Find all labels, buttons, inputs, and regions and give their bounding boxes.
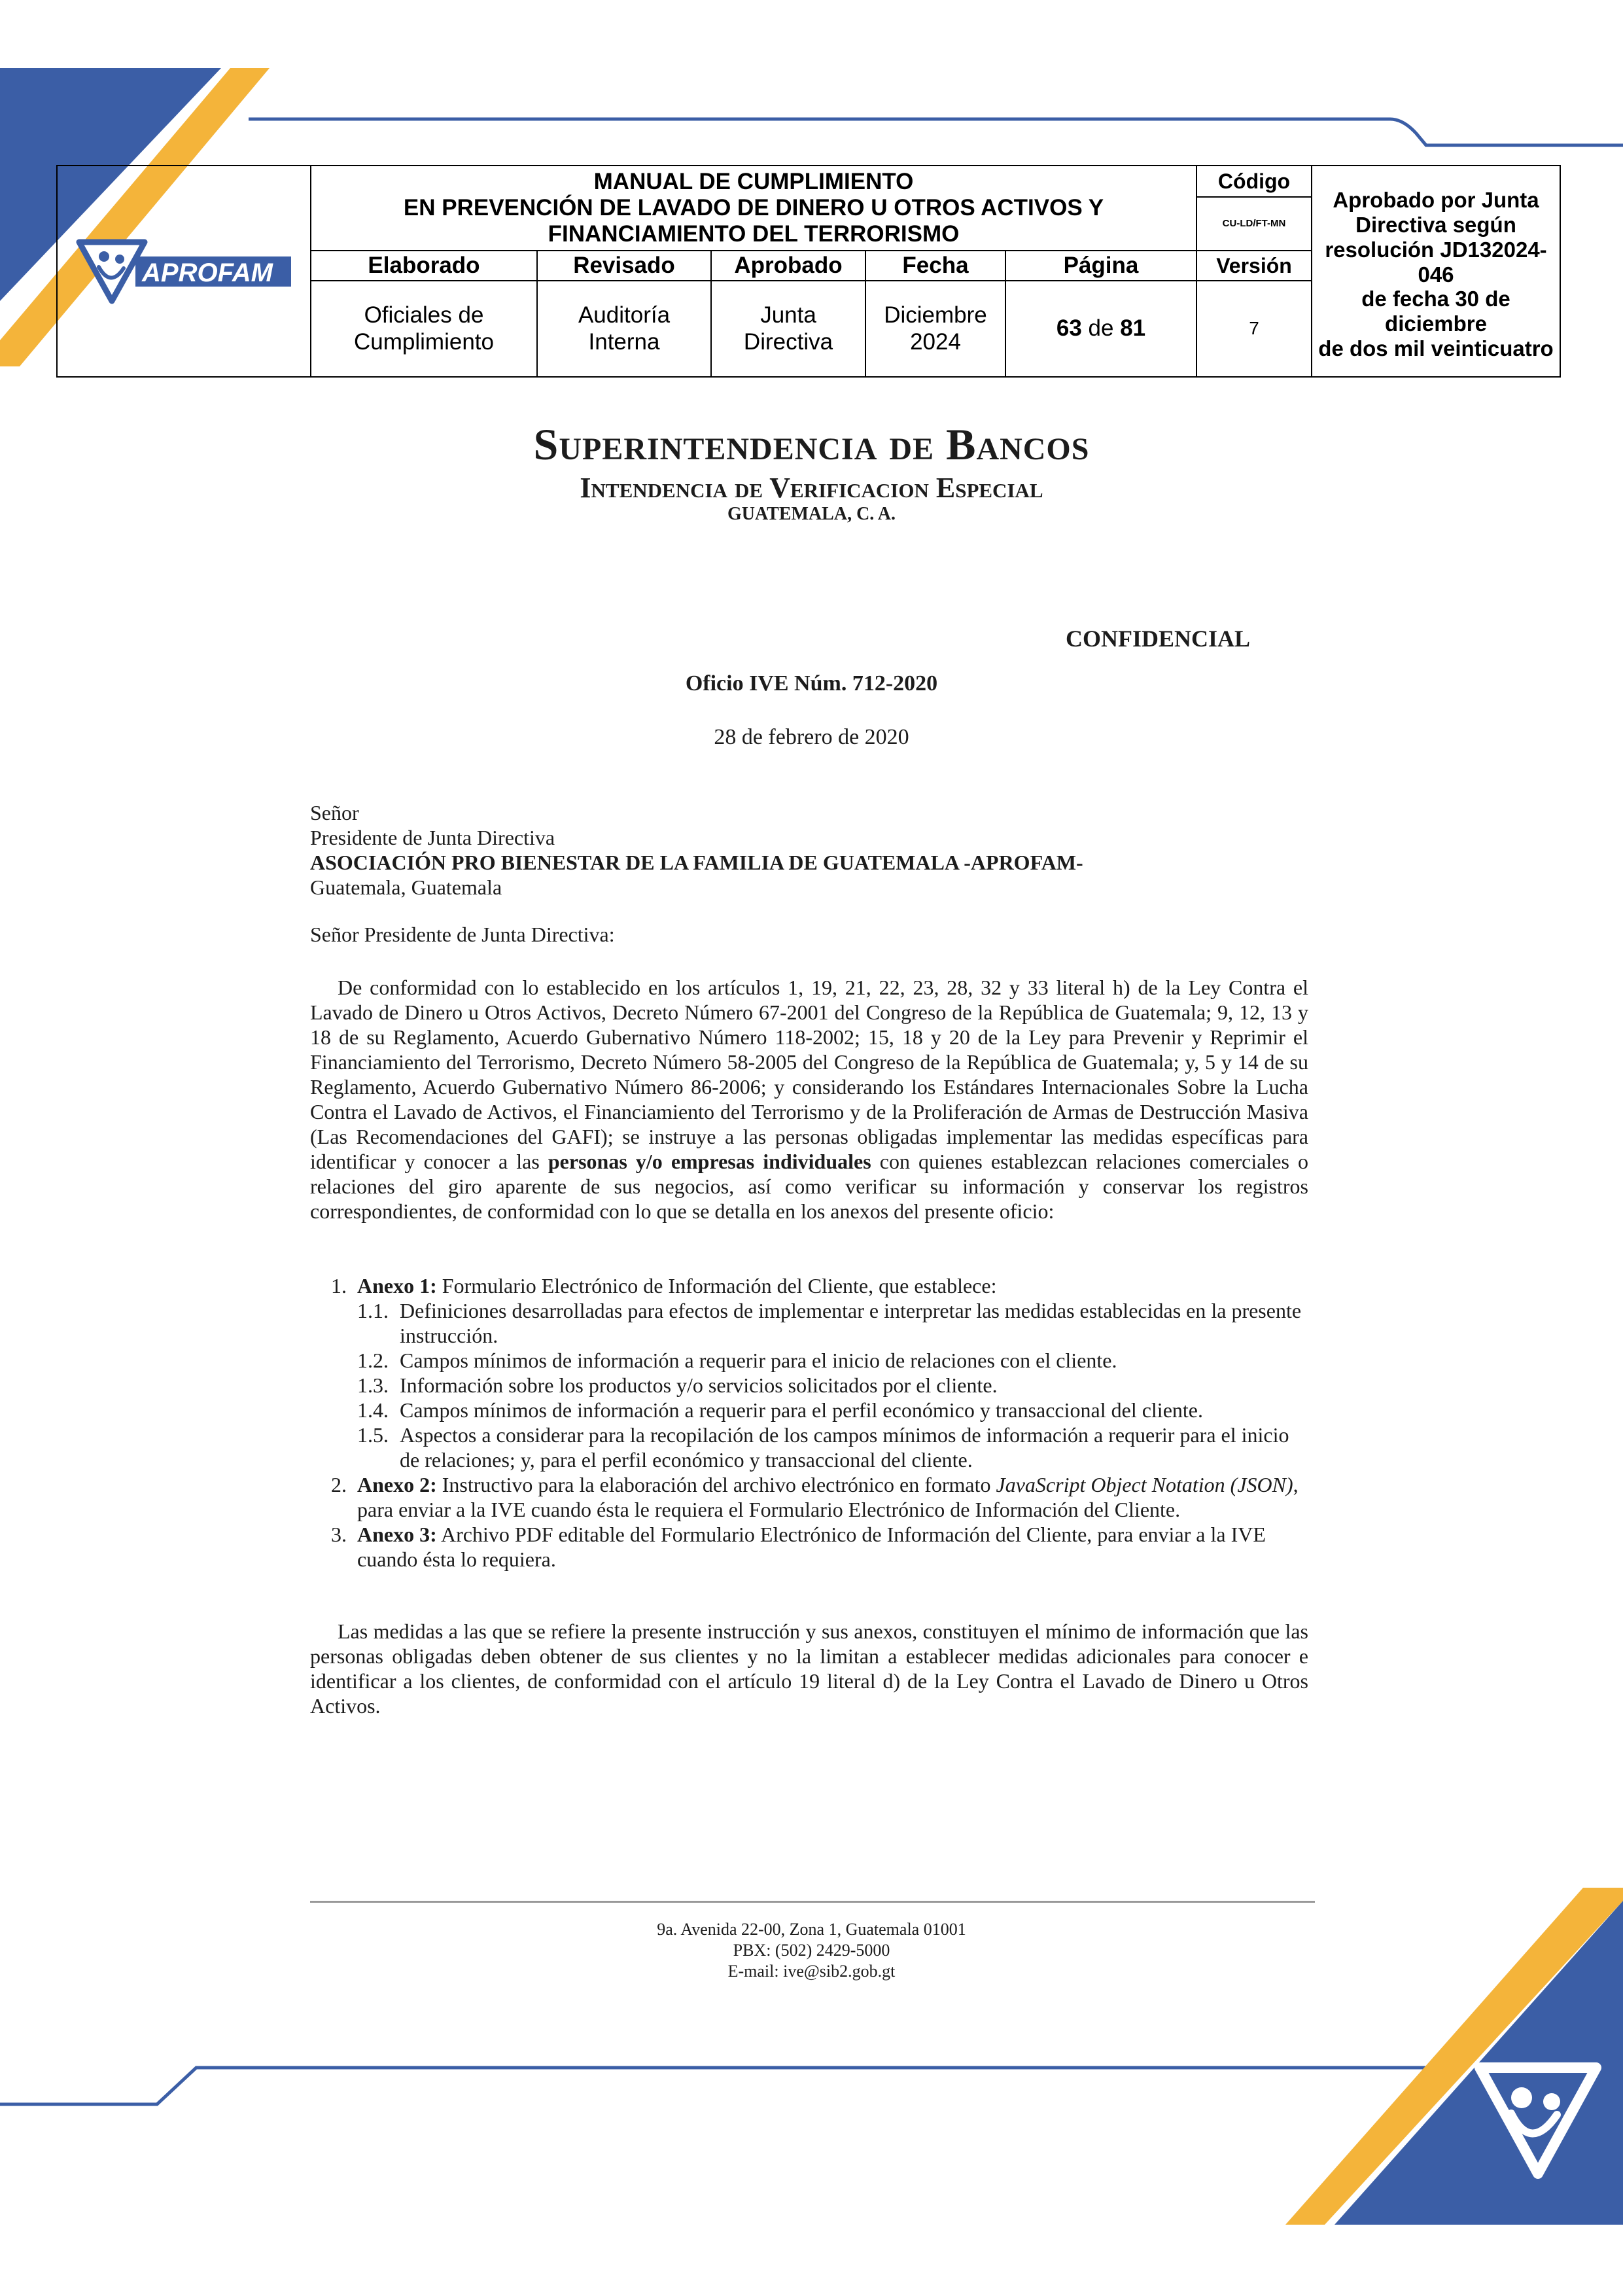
value-revisado — [536, 280, 710, 376]
list-item-3-text: Archivo PDF editable del Formulario Electrónico de Información del Cliente, para enviar a la IVE cuando ésta lo requiera. — [357, 1523, 1266, 1571]
addressee-line-3: ASOCIACIÓN PRO BIENESTAR DE LA FAMILIA DE GUATEMALA -APROFAM- — [310, 851, 1083, 874]
list-item-2-italic: JavaScript Object Notation (JSON) — [996, 1473, 1293, 1496]
list-item-3-number: 3. — [331, 1523, 347, 1546]
logo-text: APROFAM — [142, 258, 273, 287]
subitem-text: Campos mínimos de información a requerir para el inicio de relaciones con el cliente. — [400, 1349, 1117, 1372]
org-subtitle: Intendencia de Verificacion Especial — [580, 472, 1043, 504]
value-pagina — [1005, 280, 1196, 376]
list-subitem — [357, 1373, 1308, 1398]
title-line-1: MANUAL DE CUMPLIMIENTO — [593, 168, 914, 194]
addressee-line-4: Guatemala, Guatemala — [310, 875, 502, 899]
value-revisado-line2: Interna — [588, 328, 660, 355]
letter-date: 28 de febrero de 2020 — [714, 725, 909, 749]
footer-line-2: PBX: (502) 2429-5000 — [733, 1941, 890, 1960]
subitem-number: 1.1. — [357, 1299, 389, 1322]
subitem-text: Aspectos a considerar para la recopilación de los campos mínimos de información a requerir para el inicio de relaciones; y, para el perfil económico y transaccional del cliente. — [400, 1423, 1289, 1472]
approval-note — [1311, 166, 1560, 376]
footer-line-3: E-mail: ive@sib2.gob.gt — [727, 1962, 896, 1981]
codigo-label: Código — [1196, 166, 1311, 196]
codigo-value: CU-LD/FT-MN — [1196, 196, 1311, 250]
paragraph-2: Las medidas a las que se refiere la presente instrucción y sus anexos, constituyen el mínimo de información que las personas obligadas deben obtener de sus clientes y no la limitan a establecer medidas adicionales para conocer e identificar a los clientes, de conformidad con el artículo 19 literal d) de la Ley Contra el Lavado de Dinero u Otros Activos. — [310, 1619, 1308, 1718]
list-item-1-number: 1. — [331, 1274, 347, 1298]
subitem-text: Definiciones desarrolladas para efectos de implementar e interpretar las medidas establecidas en la presente instrucción. — [400, 1299, 1302, 1347]
subitem-number: 1.5. — [357, 1423, 389, 1447]
list-subitem — [357, 1398, 1308, 1422]
page-total: 81 — [1120, 315, 1146, 342]
approval-line-3: resolución JD132024-046 — [1325, 237, 1547, 287]
paragraph-1-bold: personas y/o empresas individuales — [548, 1150, 871, 1173]
page-of: de — [1088, 315, 1114, 342]
footer-address — [0, 1919, 1623, 1982]
value-fecha-line2: 2024 — [910, 328, 961, 355]
org-city: GUATEMALA, C. A. — [727, 504, 896, 524]
paragraph-1-text-a: De conformidad con lo establecido en los artículos 1, 19, 21, 22, 23, 28, 32 y 33 literal h) de la Ley Contra el Lavado de Dinero u Otros Activos, Decreto Número 67-2001 del Congreso de la República de Guatemala; 9, 12, 13 y 18 de su Reglamento, Acuerdo Gubernativo Número 118-2002; 15, 18 y 20 de la Ley para Prevenir y Reprimir el Financiamiento del Terrorismo, Decreto Número 58-2005 del Congreso de la República de Guatemala; y, 5 y 14 de su Reglamento, Acuerdo Gubernativo Número 86-2006; y considerando los Estándares Internacionales Sobre la Lucha Contra el Lavado de Activos, el Financiamiento del Terrorismo y de la Proliferación de Armas de Destrucción Masiva (Las Recomendaciones del GAFI); se instruye a las personas obligadas implementar las medidas específicas para identificar y conocer a las — [310, 976, 1308, 1173]
subitem-text: Campos mínimos de información a requerir para el perfil económico y transaccional del cliente. — [400, 1398, 1203, 1422]
value-aprobado — [710, 280, 865, 376]
value-aprobado-line1: Junta — [760, 302, 816, 328]
col-aprobado: Aprobado — [710, 250, 865, 280]
value-elaborado — [310, 280, 536, 376]
subitem-number: 1.4. — [357, 1398, 389, 1422]
paragraph-1 — [310, 975, 1308, 1224]
col-revisado: Revisado — [536, 250, 710, 280]
col-elaborado: Elaborado — [310, 250, 536, 280]
col-fecha: Fecha — [865, 250, 1005, 280]
list-item-2 — [331, 1472, 1308, 1522]
top-rule — [249, 119, 1623, 145]
list-item-2-text-b: , para enviar a la IVE cuando ésta le requiera el Formulario Electrónico de Información del Cliente. — [357, 1473, 1299, 1521]
oficio-number: Oficio IVE Núm. 712-2020 — [685, 671, 938, 696]
annex-list — [331, 1273, 1308, 1572]
logo-cell — [58, 166, 310, 376]
addressee-line-2: Presidente de Junta Directiva — [310, 826, 555, 849]
confidential-label: CONFIDENCIAL — [1065, 626, 1250, 652]
salutation: Señor Presidente de Junta Directiva: — [310, 923, 615, 946]
subitem-text: Información sobre los productos y/o servicios solicitados por el cliente. — [400, 1373, 998, 1397]
list-subitem — [357, 1422, 1308, 1472]
value-revisado-line1: Auditoría — [578, 302, 671, 328]
version-value: 7 — [1196, 280, 1311, 376]
subitem-number: 1.2. — [357, 1349, 389, 1372]
list-item-3-label: Anexo 3: — [357, 1523, 437, 1546]
org-title: Superintendencia de Bancos — [533, 419, 1090, 469]
addressee-line-1: Señor — [310, 801, 359, 824]
list-item-1-label: Anexo 1: — [357, 1274, 437, 1298]
value-elaborado-line1: Oficiales de — [364, 302, 484, 328]
col-pagina: Página — [1005, 250, 1196, 280]
footer-divider — [310, 1901, 1315, 1903]
approval-line-1: Aprobado por Junta — [1333, 187, 1539, 212]
family-shield-icon — [79, 242, 145, 301]
list-item-3 — [331, 1522, 1308, 1572]
list-item-2-label: Anexo 2: — [357, 1473, 437, 1496]
approval-line-2: Directiva según — [1355, 212, 1516, 237]
approval-line-4: de fecha 30 de diciembre — [1361, 287, 1510, 336]
list-subitem — [357, 1348, 1308, 1373]
manual-title — [310, 166, 1196, 250]
aprofam-logo — [73, 229, 295, 314]
value-fecha — [865, 280, 1005, 376]
list-item-2-text-a: Instructivo para la elaboración del archivo electrónico en formato — [442, 1473, 991, 1496]
subitem-number: 1.3. — [357, 1373, 389, 1397]
footer-line-1: 9a. Avenida 22-00, Zona 1, Guatemala 01001 — [657, 1920, 966, 1939]
list-item-1-text: Formulario Electrónico de Información del Cliente, que establece: — [442, 1274, 997, 1298]
bottom-rule — [0, 2068, 1439, 2104]
title-line-3: FINANCIAMIENTO DEL TERRORISMO — [548, 221, 960, 247]
list-item-1 — [331, 1273, 1308, 1298]
paragraph-1-text-b: con quienes establezcan relaciones comerciales o relaciones del giro aparente de sus negocios, así como verificar su información y conservar los registros correspondientes, de conformidad con lo que se detalla en los anexos del presente oficio: — [310, 1150, 1309, 1223]
value-aprobado-line2: Directiva — [743, 328, 833, 355]
version-label: Versión — [1196, 250, 1311, 280]
addressee-block — [310, 800, 1083, 900]
list-subitem — [357, 1298, 1308, 1348]
page-current: 63 — [1056, 315, 1082, 342]
list-item-2-number: 2. — [331, 1473, 347, 1496]
document-header-table — [56, 165, 1561, 378]
value-fecha-line1: Diciembre — [884, 302, 987, 328]
approval-line-5: de dos mil veinticuatro — [1318, 336, 1554, 361]
title-line-2: EN PREVENCIÓN DE LAVADO DE DINERO U OTROS ACTIVOS Y — [403, 194, 1104, 221]
value-elaborado-line2: Cumplimiento — [354, 328, 494, 355]
